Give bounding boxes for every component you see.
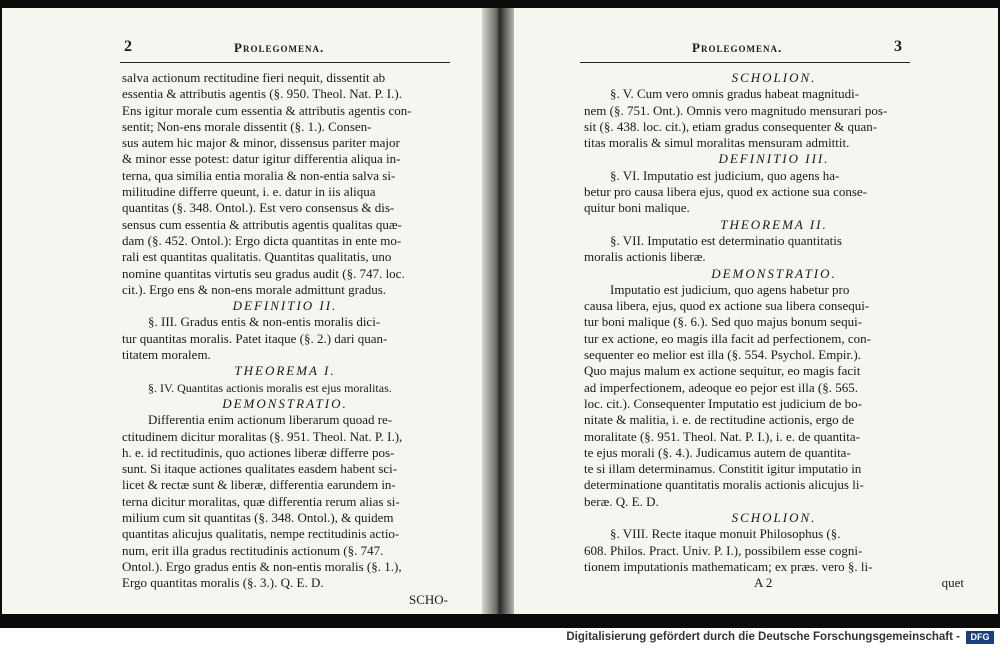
- page-number: 3: [894, 38, 902, 55]
- text-line: causa libera, ejus, quod ex actione sua libera consequi-: [584, 298, 870, 314]
- text-line: nitate & malitia, i. e. de rectitudine actionis, ergo de: [584, 412, 855, 428]
- text-line: num, erit illa gradus rectitudinis actionum (§. 747.: [122, 542, 384, 558]
- text-line: & minor esse potest: datur igitur differentia aliqua in-: [122, 151, 401, 167]
- text-line: tur quantitas moralis. Patet itaque (§. 2.) dari quan-: [122, 330, 388, 346]
- text-line: te ejus morali (§. 4.). Judicamus autem de quantita-: [584, 444, 851, 460]
- text-line: beræ. Q. E. D.: [584, 493, 659, 509]
- text-line: nomine quantitas virtutis seu gradus audit (§. 747. loc.: [122, 265, 405, 281]
- text-line: §. VII. Imputatio est determinatio quantitatis: [610, 232, 842, 248]
- footer-credit: Digitalisierung gefördert durch die Deutsche Forschungsgemeinschaft -: [566, 631, 960, 643]
- text-line: sensus cum essentia & attributis agentis qualitas quæ-: [122, 216, 402, 232]
- text-line: Ergo quantitas moralis (§. 3.). Q. E. D.: [122, 575, 324, 591]
- text-line: quantitas (§. 348. Ontol.). Est vero consensus & dis-: [122, 200, 395, 216]
- book-gutter: [482, 8, 514, 614]
- section-heading: DEFINITIO II.: [232, 298, 338, 314]
- text-line: §. VIII. Recte itaque monuit Philosophus (§.: [610, 526, 841, 542]
- text-line: moralis actionis liberæ.: [584, 249, 706, 265]
- text-line: Differentia enim actionum liberarum quoad re-: [148, 412, 393, 428]
- left-page-text: [122, 70, 448, 608]
- text-line: sit (§. 438. loc. cit.), etiam gradus consequenter & quan-: [584, 118, 878, 134]
- text-line: loc. cit.). Consequenter Imputatio est judicium de bo-: [584, 395, 862, 411]
- text-line: tur ex actione, eo magis illa facit ad perfectionem, con-: [584, 330, 871, 346]
- text-line: betur pro causa libera ejus, quod ex actione sua conse-: [584, 184, 868, 200]
- header-rule: [580, 62, 910, 63]
- right-page-text: [584, 70, 964, 591]
- right-page: [514, 8, 998, 614]
- text-line: Imputatio est judicium, quo agens habetur pro: [610, 281, 850, 297]
- text-line: §. III. Gradus entis & non-entis moralis dici-: [148, 314, 381, 330]
- catchword: quet: [941, 575, 964, 591]
- text-line: §. VI. Imputatio est judicium, quo agens ha-: [610, 167, 840, 183]
- header-rule: [120, 62, 450, 63]
- left-page: [2, 8, 482, 614]
- page-number: 2: [124, 38, 132, 55]
- text-line: Quo majus malum ex actione sequitur, eo magis facit: [584, 363, 861, 379]
- theorem-statement: §. IV. Quantitas actionis moralis est ejus moralitas.: [148, 380, 392, 395]
- section-heading: THEOREMA II.: [720, 216, 828, 232]
- text-line: §. V. Cum vero omnis gradus habeat magnitudi-: [610, 86, 860, 102]
- text-line: moralitate (§. 951. Theol. Nat. P. I.), i. e. de quantita-: [584, 428, 860, 444]
- text-line: Ens igitur morale cum essentia & attributis agentis con-: [122, 102, 412, 118]
- text-line: 608. Philos. Pract. Univ. P. I.), possibilem esse cogni-: [584, 542, 863, 558]
- text-line: tur boni malique (§. 6.). Sed quo majus bonum sequi-: [584, 314, 863, 330]
- text-line: essentia & attributis agentis (§. 950. Theol. Nat. P. I.).: [122, 86, 402, 102]
- text-line: te si illam determinamus. Constitit igitur imputatio in: [584, 461, 862, 477]
- section-heading: THEOREMA I.: [234, 363, 336, 379]
- signature-mark: A 2: [754, 575, 773, 591]
- footer-bar: [0, 628, 1000, 648]
- running-head: Prolegomena.: [234, 40, 325, 55]
- text-line: titas moralis & simul moralitas mensuram admittit.: [584, 135, 850, 151]
- text-line: milium cum sit quantitas (§. 348. Ontol.), & quidem: [122, 510, 394, 526]
- text-line: determinatione quantitatis moralis actionis alicujus li-: [584, 477, 864, 493]
- text-line: quantitas alicujus qualitatis, nempe rectitudinis actio-: [122, 526, 400, 542]
- text-line: quitur boni malique.: [584, 200, 690, 216]
- text-line: sequenter eo melior est illa (§. 554. Psychol. Empir.).: [584, 347, 861, 363]
- section-heading: SCHOLION.: [731, 70, 817, 85]
- text-line: ctitudinem dicitur moralitas (§. 951. Theol. Nat. P. I.),: [122, 428, 403, 444]
- text-line: sentit; Non-ens morale dissentit (§. 1.). Consen-: [122, 118, 372, 134]
- text-line: nem (§. 751. Ont.). Omnis vero magnitudo mensurari pos-: [584, 102, 888, 118]
- section-heading: DEMONSTRATIO.: [222, 395, 348, 411]
- text-line: tionem imputationis mathematicam; ex præs. vero §. li-: [584, 558, 873, 574]
- text-line: sunt. Si itaque actiones qualitates easdem habent sci-: [122, 461, 398, 477]
- running-head: Prolegomena.: [692, 40, 783, 55]
- text-line: h. e. id rectitudinis, quo actiones liberæ differre pos-: [122, 444, 395, 460]
- section-heading: SCHOLION.: [731, 510, 817, 526]
- dfg-logo: DFG: [966, 631, 994, 644]
- text-line: salva actionum rectitudine fieri nequit, dissentit ab: [122, 70, 386, 85]
- text-line: rali est quantitas qualitatis. Quantitas qualitatis, uno: [122, 249, 392, 265]
- text-line: sus autem hic major & minor, dissensus pariter major: [122, 135, 400, 151]
- section-heading: DEMONSTRATIO.: [711, 265, 837, 281]
- text-line: dam (§. 452. Ontol.): Ergo dicta quantitas in ente mo-: [122, 232, 402, 248]
- text-line: licet & rectæ sunt & liberæ, differentia earundem in-: [122, 477, 396, 493]
- catchword: SCHO-: [408, 591, 448, 607]
- text-line: militudine differre queunt, i. e. datur in iis aliqua: [122, 184, 376, 200]
- text-line: terna dicitur moralitas, quæ differentia rerum alias si-: [122, 493, 400, 509]
- section-heading: DEFINITIO III.: [718, 151, 830, 167]
- text-line: terna, qua similia entia moralia & non-entia salva si-: [122, 167, 396, 183]
- text-line: ad imperfectionem, adeoque eo pejor est illa (§. 565.: [584, 379, 858, 395]
- text-line: titatem moralem.: [122, 347, 211, 363]
- text-line: Ontol.). Ergo gradus entis & non-entis moralis (§. 1.),: [122, 558, 402, 574]
- text-line: cit.). Ergo ens & non-ens morale admittunt gradus.: [122, 281, 387, 297]
